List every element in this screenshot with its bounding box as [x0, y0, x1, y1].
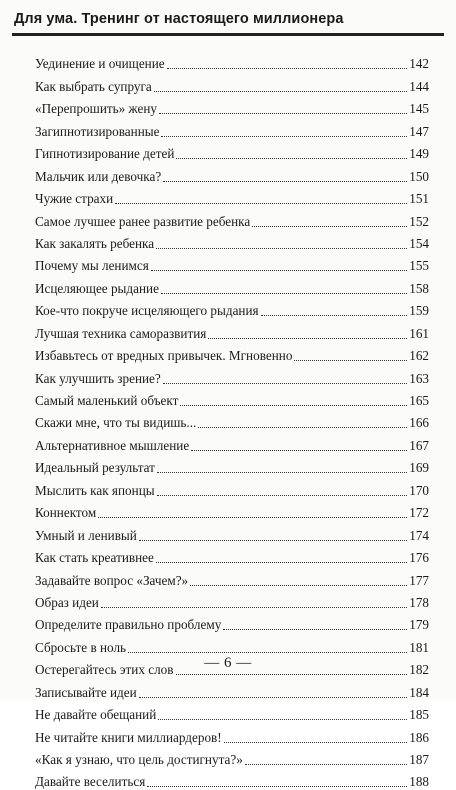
toc-entry-title: Мальчик или девочка?	[35, 168, 162, 184]
toc-entry-page: 159	[409, 303, 429, 319]
dot-leader	[190, 585, 407, 586]
toc-entry	[35, 117, 429, 139]
dot-leader	[156, 248, 407, 249]
dot-leader	[139, 540, 407, 541]
dot-leader	[223, 629, 407, 630]
toc-entry-title: Скажи мне, что ты видишь...	[35, 415, 197, 431]
toc-entry-title: Не читайте книги миллиардеров!	[35, 729, 222, 745]
dot-leader	[128, 652, 407, 653]
toc-entry	[35, 431, 429, 453]
toc-entry-page: 145	[409, 101, 429, 117]
toc-entry-page: 169	[409, 460, 429, 476]
toc-entry-page: 178	[409, 594, 429, 610]
header-rule	[12, 33, 444, 36]
toc-entry-page: 181	[409, 639, 429, 655]
toc-entry-title: Мыслить как японцы	[35, 482, 155, 498]
dot-leader	[101, 607, 407, 608]
toc-entry-page: 177	[409, 572, 429, 588]
dot-leader	[157, 472, 407, 473]
toc-entry	[35, 342, 429, 364]
toc-entry-title: Образ идеи	[35, 594, 99, 610]
toc-entry-title: «Перепрошить» жену	[35, 101, 157, 117]
dot-leader	[159, 113, 407, 114]
toc-entry-title: Не давайте обещаний	[35, 707, 157, 723]
dot-leader	[198, 427, 407, 428]
toc-entry-title: Как закалять ребенка	[35, 235, 155, 251]
dot-leader	[161, 136, 407, 137]
toc-entry	[35, 746, 429, 768]
toc-entry-page: 184	[409, 684, 429, 700]
toc-entry-title: Самое лучшее ранее развитие ребенка	[35, 213, 251, 229]
dot-leader	[252, 226, 407, 227]
dot-leader	[224, 742, 408, 743]
dot-leader	[163, 383, 407, 384]
toc-entry	[35, 499, 429, 521]
toc-entry-page: 144	[409, 78, 429, 94]
toc-entry	[35, 230, 429, 252]
dot-leader	[147, 786, 407, 787]
toc-entry	[35, 72, 429, 94]
toc-entry-page: 185	[409, 707, 429, 723]
toc-entry-title: Как стать креативнее	[35, 550, 154, 566]
toc-entry-title: Давайте веселиться	[35, 774, 146, 790]
dot-leader	[158, 719, 407, 720]
toc-entry-title: Почему мы ленимся	[35, 258, 149, 274]
toc-entry-page: 152	[409, 213, 429, 229]
toc-entry-title: Идеальный результат	[35, 460, 155, 476]
page-number: — 6 —	[204, 655, 252, 671]
toc-entry-page: 158	[409, 280, 429, 296]
dot-leader	[191, 450, 407, 451]
toc-entry-page: 188	[409, 774, 429, 790]
dot-leader	[154, 91, 407, 92]
toc-entry-page: 150	[409, 168, 429, 184]
toc-entry-page: 167	[409, 437, 429, 453]
toc-entry	[35, 723, 429, 745]
toc-entry	[35, 566, 429, 588]
toc-entry-title: Самый маленький объект	[35, 393, 179, 408]
toc-entry-page: 174	[409, 527, 429, 543]
toc-entry	[35, 701, 429, 723]
dot-leader	[208, 338, 407, 339]
toc-entry	[35, 454, 429, 476]
dot-leader	[157, 495, 408, 496]
toc-entry-title: Исцеляющее рыдание	[35, 280, 159, 296]
toc-entry-title: Как выбрать супруга	[35, 78, 152, 94]
toc-entry-page: 161	[409, 325, 429, 341]
toc-entry-page: 154	[409, 235, 429, 251]
toc-entry-title: Как улучшить зрение?	[35, 370, 161, 386]
toc-entry	[35, 633, 429, 655]
toc-entry-page: 162	[409, 348, 429, 364]
toc-entry-page: 142	[409, 56, 429, 72]
running-header: Для ума. Тренинг от настоящего миллионера	[14, 11, 344, 27]
dot-leader	[245, 764, 407, 765]
toc-entry-title: Избавьтесь от вредных привычек. Мгновенно	[35, 348, 293, 364]
toc-entry-page: 176	[409, 550, 429, 566]
table-of-contents	[35, 50, 429, 790]
toc-entry	[35, 95, 429, 117]
dot-leader	[161, 293, 407, 294]
toc-entry	[35, 544, 429, 566]
toc-entry-page: 166	[409, 415, 429, 431]
toc-entry-title: Умный и ленивый	[35, 527, 137, 543]
toc-entry-page: 170	[409, 482, 429, 498]
dot-leader	[163, 181, 407, 182]
toc-entry	[35, 364, 429, 386]
toc-entry-title: Чужие страхи	[35, 191, 114, 207]
toc-entry-title: Остерегайтесь этих слов	[35, 662, 174, 678]
toc-entry-page: 147	[409, 123, 429, 139]
dot-leader	[98, 517, 407, 518]
toc-entry-page: 151	[409, 191, 429, 207]
toc-entry	[35, 768, 429, 790]
toc-entry	[35, 319, 429, 341]
toc-entry	[35, 162, 429, 184]
toc-entry	[35, 589, 429, 611]
toc-entry-title: Лучшая техника саморазвития	[35, 325, 207, 341]
toc-entry	[35, 678, 429, 700]
dot-leader	[180, 405, 407, 406]
toc-entry-page: 163	[409, 370, 429, 386]
toc-entry-title: Уединение и очищение	[35, 56, 165, 72]
toc-entry-title: Гипнотизирование детей	[35, 146, 175, 162]
toc-entry-page: 172	[409, 505, 429, 521]
toc-entry-page: 179	[409, 617, 429, 633]
toc-entry-title: Кое-что покруче исцеляющего рыдания	[35, 303, 259, 319]
toc-entry	[35, 611, 429, 633]
dot-leader	[261, 315, 408, 316]
dot-leader	[176, 674, 408, 675]
toc-entry-title: Записывайте идеи	[35, 684, 137, 700]
toc-entry-title: Альтернативное мышление	[35, 437, 190, 453]
dot-leader	[151, 270, 407, 271]
toc-entry	[35, 252, 429, 274]
dot-leader	[167, 68, 408, 69]
toc-entry	[35, 387, 429, 409]
toc-entry-title: «Как я узнаю, что цель достигнута?»	[35, 752, 243, 767]
toc-entry	[35, 50, 429, 72]
toc-entry	[35, 274, 429, 296]
toc-entry	[35, 207, 429, 229]
dot-leader	[294, 360, 407, 361]
toc-entry	[35, 409, 429, 431]
toc-entry-title: Коннектом	[35, 505, 97, 521]
toc-entry-page: 187	[409, 752, 429, 767]
toc-entry	[35, 521, 429, 543]
toc-entry-title: Определите правильно проблему	[35, 617, 222, 633]
dot-leader	[176, 158, 407, 159]
toc-entry	[35, 297, 429, 319]
toc-entry-page: 165	[409, 393, 429, 408]
toc-entry-title: Задавайте вопрос «Зачем?»	[35, 572, 189, 588]
dot-leader	[115, 203, 407, 204]
toc-entry	[35, 185, 429, 207]
toc-entry-title: Сбросьте в ноль	[35, 639, 127, 655]
toc-entry-page: 149	[409, 146, 429, 162]
dot-leader	[139, 697, 408, 698]
toc-entry	[35, 140, 429, 162]
toc-entry	[35, 476, 429, 498]
toc-entry-page: 155	[409, 258, 429, 274]
toc-entry-page: 186	[409, 729, 429, 745]
dot-leader	[156, 562, 407, 563]
toc-entry-page: 182	[409, 662, 429, 678]
toc-entry-title: Загипнотизированные	[35, 123, 160, 139]
